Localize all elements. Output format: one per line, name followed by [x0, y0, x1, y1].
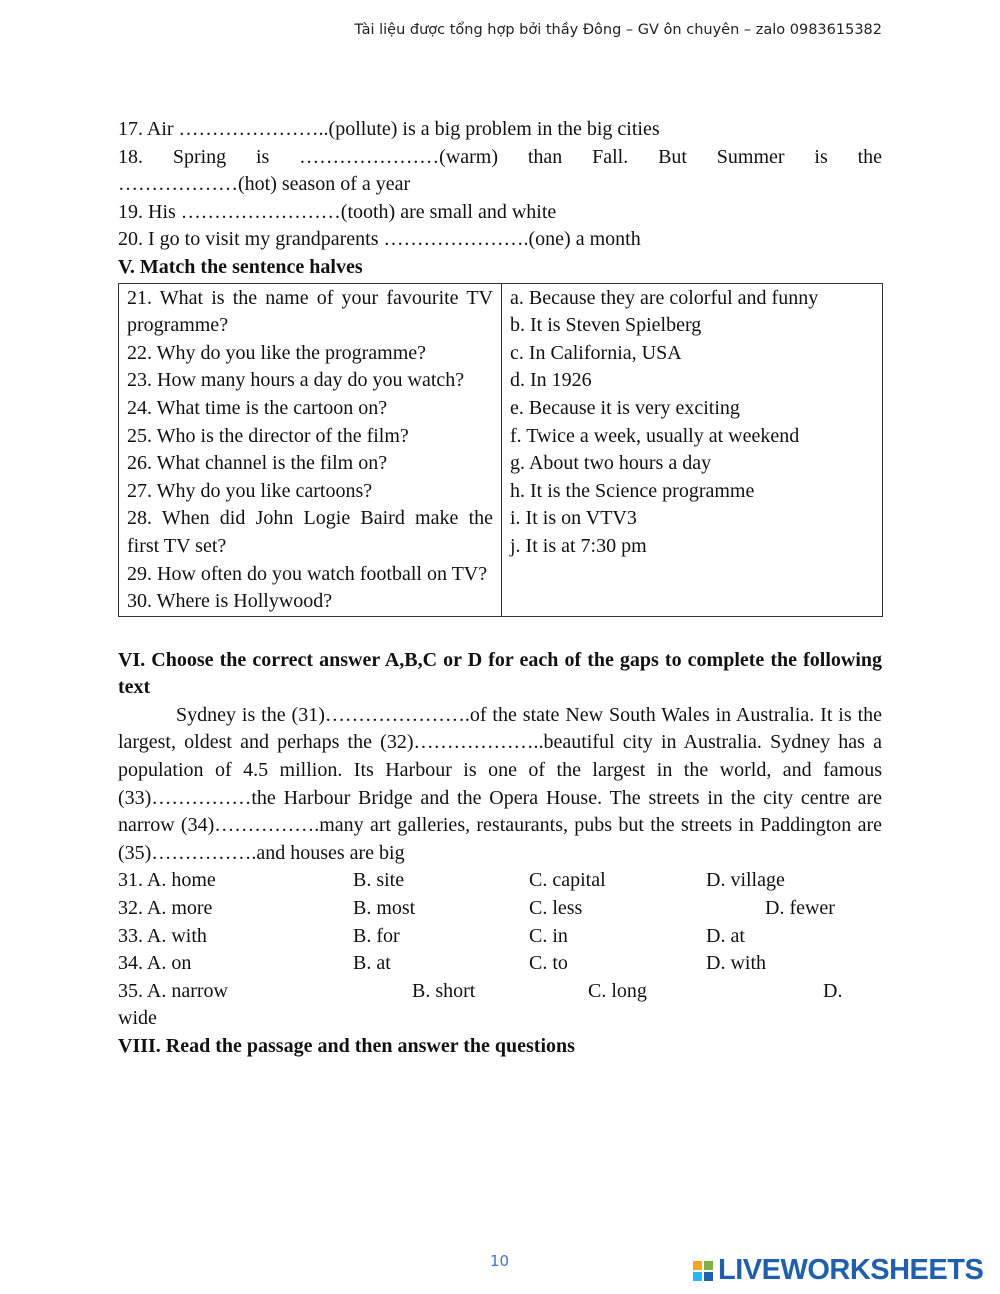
option-33-a: 33. A. with	[118, 924, 207, 947]
sydney-passage: Sydney is the (31)………………….of the state New South Wales in Australia. It is the largest, oldest and perhaps the (32)………………..beautiful city in Australia. Sydney has a population of 4.5 million. Its Harbour is one of the largest in the world, and famous (33)……………the Harbour Bridge and the Opera House. The streets in the city centre are narrow (34)…………….many art galleries, restaurants, pubs but the streets in Paddington are (35)…………….and houses are big	[118, 703, 882, 864]
logo-square-2	[704, 1261, 713, 1270]
worksheet-content	[118, 116, 882, 1061]
question-22: 22. Why do you like the programme?	[127, 341, 427, 364]
option-32-d: D. fewer	[765, 897, 835, 920]
option-35-c: C. long	[588, 979, 647, 1002]
option-31-d: D. village	[706, 869, 785, 892]
option-34-a: 34. A. on	[118, 952, 192, 975]
option-35-d: D.	[823, 979, 843, 1002]
section-8-title: VIII. Read the passage and then answer the questions	[118, 1035, 575, 1057]
option-34-d: D. with	[706, 952, 766, 975]
option-34-b: B. at	[353, 952, 391, 975]
answer-e: e. Because it is very exciting	[510, 396, 740, 419]
logo-square-4	[704, 1272, 713, 1281]
option-34-c: C. to	[529, 952, 568, 975]
item-18-line2: ………………(hot) season of a year	[118, 173, 411, 196]
answer-j: j. It is at 7:30 pm	[510, 534, 647, 557]
question-25: 25. Who is the director of the film?	[127, 424, 409, 447]
section-5-title: V. Match the sentence halves	[118, 255, 363, 278]
option-32-b: B. most	[353, 897, 416, 920]
item-18-line1: 18. Spring is …………………(warm) than Fall. But Summer is the	[118, 145, 882, 168]
question-21: 21. What is the name of your favourite TV programme?	[127, 286, 493, 337]
page-number: 10	[490, 1252, 510, 1270]
logo-square-3	[693, 1272, 702, 1281]
option-33-c: C. in	[529, 924, 568, 947]
question-23: 23. How many hours a day do you watch?	[127, 369, 465, 392]
question-28: 28. When did John Logie Baird make the first TV set?	[127, 507, 493, 557]
options-33	[118, 923, 882, 951]
answer-g: g. About two hours a day	[510, 452, 712, 475]
option-35-b: B. short	[412, 979, 476, 1002]
answer-b: b. It is Steven Spielberg	[510, 314, 702, 337]
option-32-c: C. less	[529, 897, 583, 920]
options-34	[118, 950, 882, 978]
options-31	[118, 867, 882, 895]
option-32-a: 32. A. more	[118, 897, 213, 920]
question-24: 24. What time is the cartoon on?	[127, 396, 388, 419]
question-26: 26. What channel is the film on?	[127, 452, 388, 475]
answer-f: f. Twice a week, usually at weekend	[510, 424, 800, 447]
option-33-b: B. for	[353, 924, 400, 947]
liveworksheets-logo-icon	[693, 1261, 713, 1281]
answer-a: a. Because they are colorful and funny	[510, 286, 819, 309]
option-35-d-wrap: wide	[118, 1007, 157, 1030]
answer-d: d. In 1926	[510, 369, 592, 392]
option-35-a: 35. A. narrow	[118, 979, 228, 1002]
answer-i: i. It is on VTV3	[510, 507, 637, 530]
page-header: Tài liệu được tổng hợp bởi thầy Đông – GV ôn chuyên – zalo 0983615382	[354, 22, 882, 38]
options-35	[118, 978, 882, 1006]
question-29: 29. How often do you watch football on TV?	[127, 562, 488, 585]
questions-column	[119, 283, 502, 616]
section-6-title: VI. Choose the correct answer A,B,C or D for each of the gaps to complete the following text	[118, 648, 882, 699]
item-19: 19. His ……………………(tooth) are small and white	[118, 200, 557, 223]
logo-square-1	[693, 1261, 702, 1270]
answer-c: c. In California, USA	[510, 341, 682, 364]
matching-table	[118, 283, 883, 617]
item-20: 20. I go to visit my grandparents ………………….(one) a month	[118, 228, 641, 251]
logo-text: LIVEWORKSHEETS	[718, 1254, 984, 1286]
answer-h: h. It is the Science programme	[510, 479, 755, 502]
item-17: 17. Air …………………..(pollute) is a big problem in the big cities	[118, 118, 660, 140]
answers-column	[502, 283, 883, 616]
question-30: 30. Where is Hollywood?	[127, 590, 333, 613]
option-31-b: B. site	[353, 869, 405, 892]
option-31-c: C. capital	[529, 869, 606, 892]
option-33-d: D. at	[706, 924, 745, 947]
option-31-a: 31. A. home	[118, 869, 216, 892]
options-32	[118, 895, 882, 923]
question-27: 27. Why do you like cartoons?	[127, 479, 373, 502]
liveworksheets-logo[interactable]	[693, 1254, 983, 1287]
